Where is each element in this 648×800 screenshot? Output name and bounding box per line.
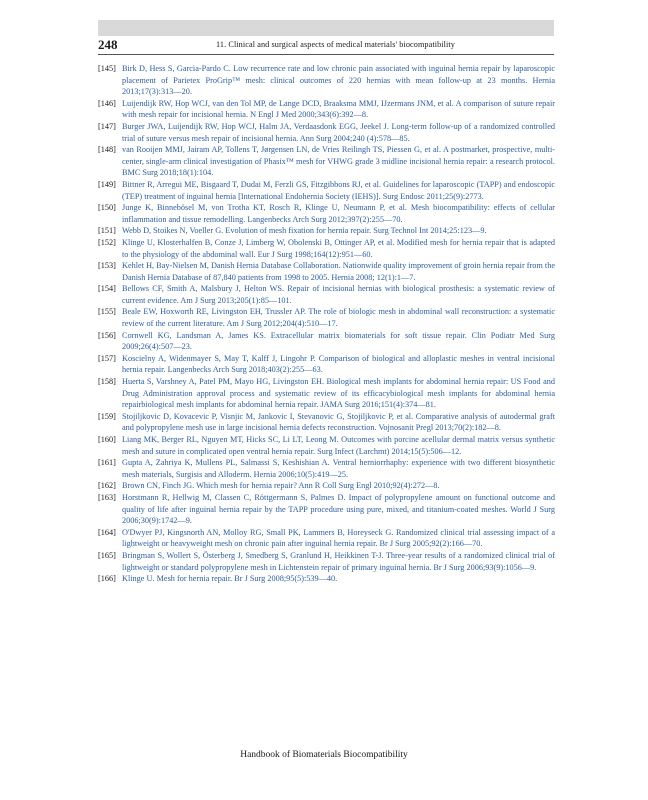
reference-text[interactable]: Kehlet H, Bay-Nielsen M, Danish Hernia Database Collaboration. Nationwide quality improvement of groin hernia repair from the Danish Hernia Database of 87,840 patients from 1998 to 2005. Hernia 2008; 12(1):1—7. [122, 261, 555, 282]
reference-number: [166] [98, 574, 116, 584]
reference-number: [146] [98, 98, 116, 108]
reference-text[interactable]: Horstmann R, Hellwig M, Classen C, Röttgermann S, Palmes D. Impact of polypropylene amount on functional outcome and quality of life after inguinal hernia repair by the TAPP procedure using pure, mixed, and titanium-coated meshes. World J Surg 2006;30(9):1742—9. [122, 492, 555, 526]
running-head: 11. Clinical and surgical aspects of medical materials' biocompatibility [216, 40, 455, 49]
reference-text[interactable]: Cornwell KG, Landsman A, James KS. Extracellular matrix biomaterials for soft tissue repair. Clin Podiatr Med Surg 2009;26(4):507—23. [122, 330, 555, 352]
reference-text[interactable]: O'Dwyer PJ, Kingsnorth AN, Molloy RG, Small PK, Lammers B, Horeyseck G. Randomized clinical trial assessing impact of a lightweight or heavyweight mesh on chronic pain after inguinal hernia repair. Br J Surg 2005;92(2):166—70. [122, 527, 555, 549]
reference-list [98, 63, 555, 585]
reference-item [98, 550, 555, 573]
reference-number: [159] [98, 411, 116, 421]
reference-text[interactable]: Bellows CF, Smith A, Malsbury J, Helton WS. Repair of incisional hernias with biological prosthesis: a systematic review of current evidence. Am J Surg 2013;205(1):85—101. [122, 284, 555, 305]
reference-number: [165] [98, 550, 116, 560]
reference-number: [157] [98, 353, 116, 363]
reference-text[interactable]: van Rooijen MMJ, Jairam AP, Tollens T, Jørgensen LN, de Vries Reilingh TS, Piessen G, et al. A postmarket, prospective, multi-center, single-arm clinical investigation of Phasix™ mesh for VHWG grade 3 midline incisional hernia repair: a research protocol. BMC Surg 2018;18(1):104. [122, 145, 555, 178]
reference-item [98, 179, 555, 202]
reference-number: [145] [98, 64, 116, 73]
reference-item [98, 283, 555, 306]
reference-number: [149] [98, 179, 116, 189]
reference-text[interactable]: Webb D, Stoikes N, Voeller G. Evolution of mesh fixation for hernia repair. Surg Technol Int 2014;25:123—9. [122, 226, 487, 236]
reference-text[interactable]: Klinge U. Mesh for hernia repair. Br J Surg 2008;95(5):539—40. [122, 574, 338, 584]
reference-item [98, 98, 555, 121]
page-number: 248 [98, 37, 118, 52]
book-title-footer: Handbook of Biomaterials Biocompatibility [240, 750, 408, 760]
reference-number: [155] [98, 307, 116, 317]
reference-text[interactable]: Brown CN, Finch JG. Which mesh for hernia repair? Ann R Coll Surg Engl 2010;92(4):272—8. [122, 481, 440, 491]
reference-number: [153] [98, 261, 116, 271]
reference-item [98, 573, 555, 585]
reference-text[interactable]: Huerta S, Varshney A, Patel PM, Mayo HG, Livingston EH. Biological mesh implants for abdominal hernia repair: US Food and Drug Administration approval process and systematic review of its efficacybiological mesh implants for abdominal hernia repairbiological mesh implants for abdominal hernia repair. JAMA Surg 2016;151(4):374—81. [122, 377, 555, 410]
reference-number: [164] [98, 527, 116, 537]
reference-number: [151] [98, 226, 116, 236]
reference-text[interactable]: Stojiljkovic D, Kovacevic P, Visnjic M, Jankovic I, Stevanovic G, Stojiljkovic P, et al. Comparative analysis of autodermal graft and polypropylene mesh use in large incisional hernia defects reconstruction. Vojnosanit Pregl 2013;70(2):182—8. [122, 411, 555, 433]
reference-number: [147] [98, 121, 116, 131]
reference-item [98, 121, 555, 144]
reference-text[interactable]: Junge K, Binnebösel M, von Trotha KT, Rosch R, Klinge U, Neumann P, et al. Mesh biocompatibility: effects of cellular inflammation and tissue remodelling. Langenbecks Arch Surg 2012;397(2):255—70. [122, 203, 555, 224]
reference-number: [161] [98, 458, 116, 468]
reference-text[interactable]: Beale EW, Hoxworth RE, Livingston EH, Trussler AP. The role of biologic mesh in abdominal wall reconstruction: a systematic review of the current literature. Am J Surg 2012;204(4):510—17. [122, 307, 555, 329]
reference-item [98, 492, 555, 527]
reference-number: [156] [98, 330, 116, 340]
reference-item [98, 237, 555, 260]
reference-text[interactable]: Bittner R, Arregui ME, Bisgaard T, Dudai M, Ferzli GS, Fitzgibbons RJ, et al. Guidelines for laparoscopic (TAPP) and endoscopic (TEP) treatment of inguinal hernia [International Endohernia Society (IEHS)]. Surg Endosc 2011;25(9):2773. [122, 179, 555, 201]
reference-item [98, 527, 555, 550]
reference-item [98, 306, 555, 329]
reference-item [98, 434, 555, 457]
reference-item [98, 202, 555, 225]
reference-item [98, 376, 555, 411]
reference-number: [154] [98, 284, 116, 294]
reference-item [98, 144, 555, 179]
reference-text[interactable]: Koscielny A, Widenmayer S, May T, Kalff J, Lingohr P. Comparison of biological and alloplastic meshes in ventral incisional hernia repair. Langenbecks Arch Surg 2018;403(2):255—63. [122, 353, 555, 375]
reference-text[interactable]: Birk D, Hess S, Garcia-Pardo C. Low recurrence rate and low chronic pain associated with inguinal hernia repair by laparoscopic placement of Parietex ProGrip™ mesh: clinical outcomes of 220 hernias with mean follow-up at 23 months. Hernia 2013;17(3):313—20. [122, 64, 555, 97]
reference-number: [148] [98, 145, 116, 155]
reference-text[interactable]: Klinge U, Klosterhalfen B, Conze J, Limberg W, Obolenski B, Ottinger AP, et al. Modified mesh for hernia repair that is adapted to the physiology of the abdominal wall. Eur J Surg 1998;164(12):951—60. [122, 237, 555, 259]
reference-number: [158] [98, 377, 116, 387]
reference-item [98, 411, 555, 434]
header-rule [98, 54, 554, 55]
reference-item [98, 480, 555, 492]
reference-number: [163] [98, 492, 116, 502]
reference-text[interactable]: Luijendijk RW, Hop WCJ, van den Tol MP, de Lange DCD, Braaksma MMJ, IJzermans JNM, et al. A comparison of suture repair with mesh repair for incisional hernia. N Engl J Med 2000;343(6):392—8. [122, 98, 555, 120]
header-shade-bar [98, 20, 554, 36]
reference-text[interactable]: Liang MK, Berger RL, Nguyen MT, Hicks SC, Li LT, Leong M. Outcomes with porcine acellular dermal matrix versus synthetic mesh and suture in complicated open ventral hernia repair. Surg Infect (Larchmt) 2014;15(5):506—12. [122, 435, 555, 456]
reference-item [98, 457, 555, 480]
reference-text[interactable]: Bringman S, Wollert S, Österberg J, Smedberg S, Granlund H, Heikkinen T-J. Three-year results of a randomized clinical trial of lightweight or standard polypropylene mesh in Lichtenstein repair of primary inguinal hernia. Br J Surg 2006;93(9):1056—9. [122, 550, 555, 572]
reference-number: [152] [98, 237, 116, 247]
reference-item [98, 330, 555, 353]
reference-text[interactable]: Gupta A, Zahriya K, Mullens PL, Salmassi S, Keshishian A. Ventral herniorrhaphy: experience with two different biosynthetic mesh materials, Surgisis and Alloderm. Hernia 2006;10(5):419—25. [122, 458, 555, 479]
reference-item [98, 225, 555, 237]
reference-number: [160] [98, 435, 116, 444]
reference-text[interactable]: Burger JWA, Luijendijk RW, Hop WCJ, Halm JA, Verdaasdonk EGG, Jeekel J. Long-term follow-up of a randomized controlled trial of suture versus mesh repair of incisional hernia. Ann Surg 2004;240 (4):578—85. [122, 121, 555, 143]
reference-item [98, 63, 555, 98]
reference-item [98, 260, 555, 283]
reference-number: [150] [98, 203, 116, 213]
reference-number: [162] [98, 481, 116, 491]
reference-item [98, 353, 555, 376]
